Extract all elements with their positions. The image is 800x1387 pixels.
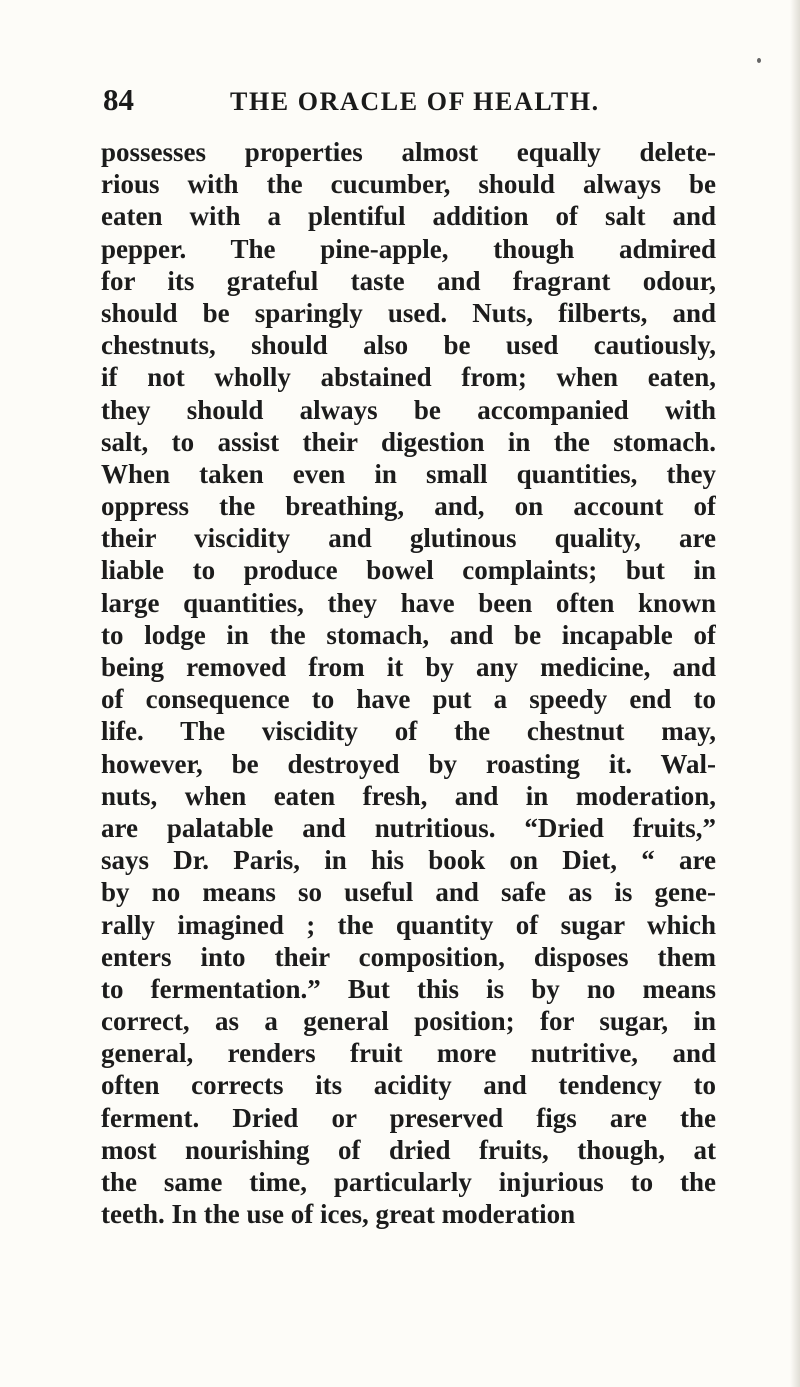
text-line: enters into their composition, disposes them (101, 941, 716, 972)
text-line: says Dr. Paris, in his book on Diet, “ are (101, 845, 716, 876)
body-text (101, 136, 716, 1230)
text-line: for its grateful taste and fragrant odour, (101, 265, 716, 296)
text-line: chestnuts, should also be used cautiously, (101, 330, 716, 361)
text-line: most nourishing of dried fruits, though, at (101, 1134, 716, 1165)
text-line: the same time, particularly injurious to the (101, 1167, 716, 1197)
text-line: pepper. The pine-apple, though admired (101, 233, 716, 264)
text-line: to fermentation.” But this is by no means (101, 973, 716, 1004)
text-line: of consequence to have put a speedy end to (101, 684, 716, 715)
text-line: to lodge in the stomach, and be incapable of (101, 619, 716, 650)
page-header (103, 80, 703, 120)
text-line: rious with the cucumber, should always be (101, 169, 716, 200)
text-line: by no means so useful and safe as is gene- (101, 877, 716, 908)
text-line: correct, as a general position; for sugar, in (101, 1006, 716, 1037)
text-line: oppress the breathing, and, on account of (101, 491, 716, 522)
text-line: liable to produce bowel complaints; but in (101, 555, 716, 586)
text-line: possesses properties almost equally delete- (101, 137, 716, 167)
text-line: life. The viscidity of the chestnut may, (101, 716, 716, 747)
text-line: eaten with a plentiful addition of salt and (101, 201, 716, 232)
text-line: teeth. In the use of ices, great moderation (101, 1199, 576, 1230)
page-number: 84 (103, 82, 134, 117)
text-line: however, be destroyed by roasting it. Wal- (101, 748, 716, 779)
text-line: large quantities, they have been often known (101, 587, 716, 618)
text-line: they should always be accompanied with (101, 394, 716, 425)
ink-speck (757, 58, 761, 63)
text-line: salt, to assist their digestion in the stomach. (101, 426, 716, 457)
text-line: rally imagined ; the quantity of sugar which (101, 909, 716, 940)
text-line: general, renders fruit more nutritive, and (101, 1038, 716, 1069)
text-line: should be sparingly used. Nuts, filberts, and (101, 297, 716, 328)
text-line: nuts, when eaten fresh, and in moderation, (101, 780, 716, 811)
text-line: ferment. Dried or preserved figs are the (101, 1102, 716, 1133)
text-line: if not wholly abstained from; when eaten, (101, 362, 716, 393)
running-title: THE ORACLE OF HEALTH. (230, 87, 600, 116)
text-line: are palatable and nutritious. “Dried fruits,” (101, 812, 716, 843)
text-line: often corrects its acidity and tendency to (101, 1070, 716, 1101)
text-line: When taken even in small quantities, they (101, 458, 716, 489)
text-line: being removed from it by any medicine, and (101, 652, 716, 682)
page-edge-shadow (790, 0, 800, 1387)
text-line: their viscidity and glutinous quality, are (101, 523, 716, 554)
